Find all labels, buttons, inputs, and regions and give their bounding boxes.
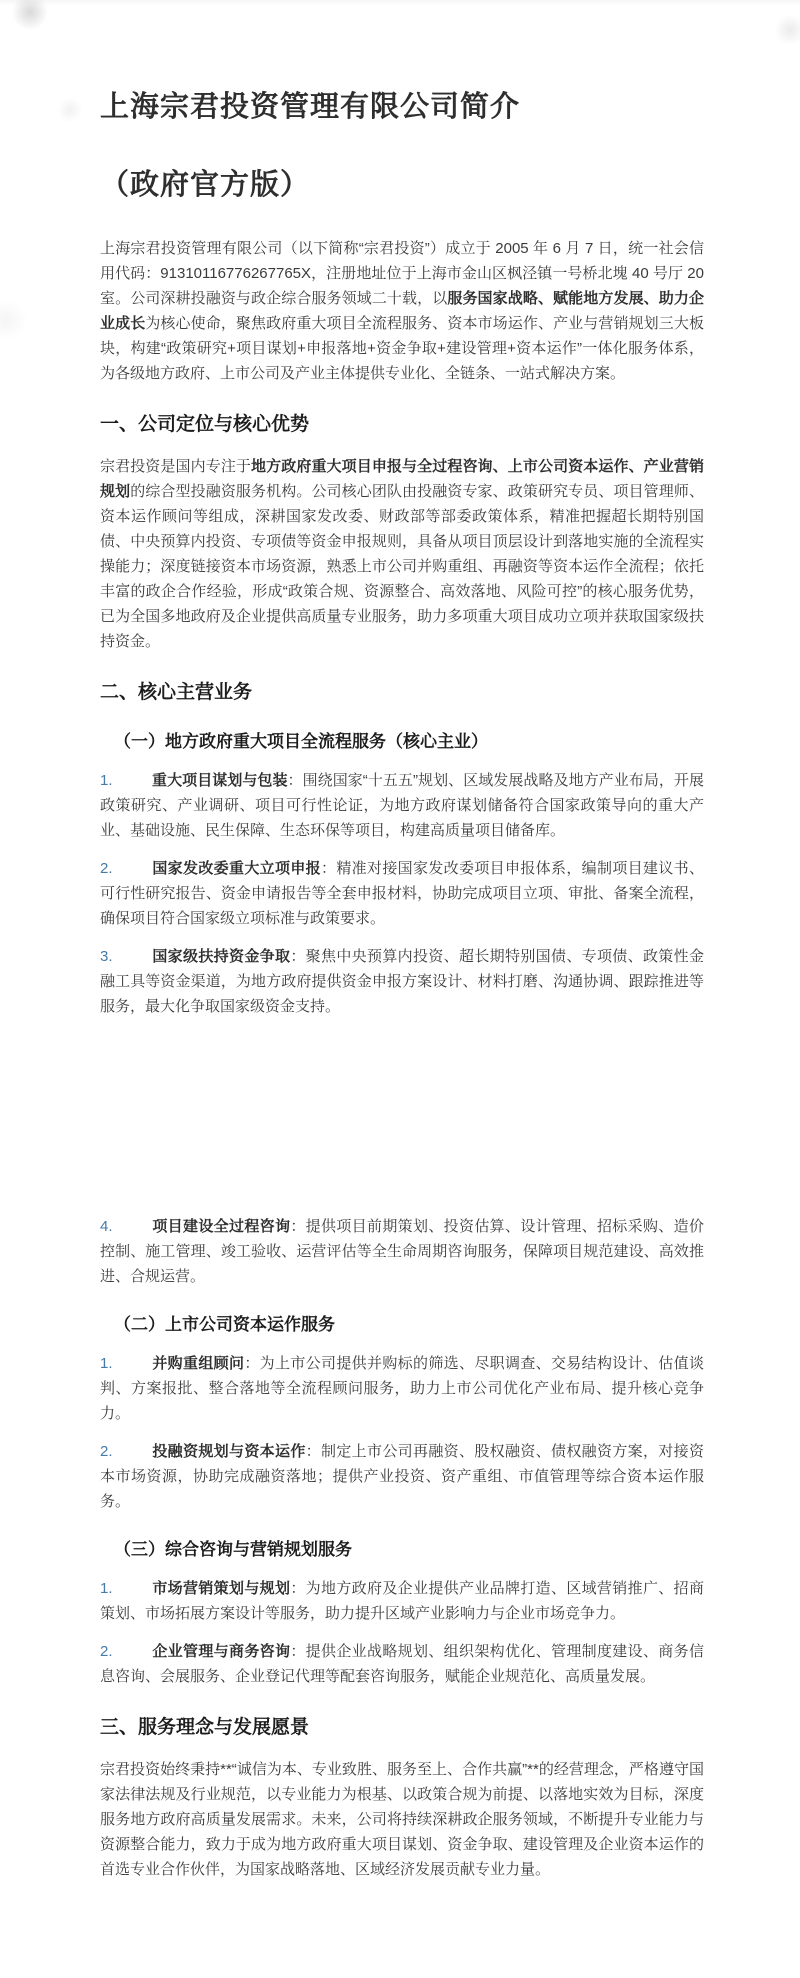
text-run: ：提供项目前期策划、投资估算、设计管理、招标采购、造价控制、施工管理、竣工验收、运营评估等全生命周期咨询服务，保障项目规范建设、高效推进、合规运营。 [100, 1218, 704, 1285]
text-run: （一）地方政府重大项目全流程服务（核心主业） [114, 732, 488, 751]
text-run: 宗君投资始终秉持**“诚信为本、专业致胜、服务至上、合作共赢”**的经营理念，严格遵守国家法律法规及行业规范，以专业能力为根基、以政策合规为前提、以落地实效为目标，深度服务地方政府高质量发展需求。未来，公司将持续深耕政企服务领域，不断提升专业能力与资源整合能力，致力于成为地方政府重大项目谋划、资金争取、建设管理及企业资本运作的首选专业合作伙伴，为国家战略落地、区域经济发展贡献专业力量。 [100, 1761, 704, 1878]
bold-text-run: 投融资规划与资本运作 [152, 1443, 306, 1460]
text-run: 上海宗君投资管理有限公司（以下简称“宗君投资”）成立于 2005 年 6 月 7 日，统一社会信用代码：91310116776267765X，注册地址位于上海市金山区枫泾镇一号桥北塊 40 号厅 20 室。公司深耕投融资与政企综合服务领域二十载，以 [100, 240, 704, 307]
list-item [100, 1576, 704, 1626]
bold-text-run: 项目建设全过程咨询 [152, 1218, 291, 1235]
list-item [100, 1351, 704, 1426]
text-run: ：为上市公司提供并购标的筛选、尽职调查、交易结构设计、估值谈判、方案报批、整合落地等全流程顾问服务，助力上市公司优化产业布局、提升核心竞争力。 [100, 1355, 704, 1422]
list-number: 3. [100, 948, 113, 965]
bold-text-run: 并购重组顾问 [152, 1355, 245, 1372]
text-run: ：围绕国家“十五五”规划、区域发展战略及地方产业布局，开展政策研究、产业调研、项目可行性论证，为地方政府谋划储备符合国家政策导向的重大产业、基础设施、民生保障、生态环保等项目，构建高质量项目储备库。 [100, 772, 704, 839]
list-item [100, 768, 704, 843]
list-item [100, 944, 704, 1019]
section-3-paragraph [100, 1757, 704, 1882]
section-1-paragraph [100, 454, 704, 654]
text-run: 二、核心主营业务 [100, 682, 253, 703]
text-run: （二）上市公司资本运作服务 [114, 1315, 335, 1334]
bold-text-run: 市场营销策划与规划 [152, 1580, 291, 1597]
text-run: （三）综合咨询与营销规划服务 [114, 1540, 352, 1559]
bold-text-run: （政府官方版） [100, 169, 311, 201]
list-item [100, 1639, 704, 1689]
text-run: 宗君投资是国内专注于 [100, 458, 252, 475]
list-number: 2. [100, 1443, 113, 1460]
section-2-heading [100, 680, 704, 706]
section-2-sub-1-heading [100, 730, 704, 754]
section-2-sub-2-heading [100, 1313, 704, 1337]
list-number: 2. [100, 1643, 113, 1660]
text-run: ：提供企业战略规划、组织架构优化、管理制度建设、商务信息咨询、会展服务、企业登记代理等配套咨询服务，赋能企业规范化、高质量发展。 [100, 1643, 704, 1685]
list-number: 4. [100, 1218, 113, 1235]
list-number: 1. [100, 1580, 113, 1597]
text-run: 为核心使命，聚焦政府重大项目全流程服务、资本市场运作、产业与营销规划三大板块，构建“政策研究+项目谋划+申报落地+资金争取+建设管理+资本运作”一体化服务体系，为各级地方政府、上市公司及产业主体提供专业化、全链条、一站式解决方案。 [100, 315, 704, 382]
bold-text-run: 服务国家战略、赋能地方发展、助力企业成长 [100, 290, 704, 332]
text-run: 三、服务理念与发展愿景 [100, 1717, 310, 1738]
text-run: 一、公司定位与核心优势 [100, 414, 310, 435]
bold-text-run: 国家发改委重大立项申报 [152, 860, 321, 877]
text-run: ：为地方政府及企业提供产业品牌打造、区域营销推广、招商策划、市场拓展方案设计等服务，助力提升区域产业影响力与企业市场竞争力。 [100, 1580, 704, 1622]
list-number: 2. [100, 860, 113, 877]
bold-text-run: 地方政府重大项目申报与全过程咨询、上市公司资本运作、产业营销规划 [100, 458, 704, 500]
bold-text-run: 企业管理与商务咨询 [152, 1643, 291, 1660]
page-break-gap [100, 1032, 704, 1214]
list-item [100, 1214, 704, 1289]
doc-title [100, 88, 704, 126]
list-number: 1. [100, 772, 113, 789]
text-run: 的综合型投融资服务机构。公司核心团队由投融资专家、政策研究专员、项目管理师、资本运作顾问等组成，深耕国家发改委、财政部等部委政策体系，精准把握超长期特别国债、中央预算内投资、专项债等资金申报规则，具备从项目顶层设计到落地实施的全流程实操能力；深度链接资本市场资源，熟悉上市公司并购重组、再融资等资本运作全流程；依托丰富的政企合作经验，形成“政策合规、资源整合、高效落地、风险可控”的核心服务优势，已为全国多地政府及企业提供高质量专业服务，助力多项重大项目成功立项并获取国家级扶持资金。 [100, 483, 704, 650]
text-run: ：精准对接国家发改委项目申报体系，编制项目建议书、可行性研究报告、资金申请报告等全套申报材料，协助完成项目立项、审批、备案全流程，确保项目符合国家级立项标准与政策要求。 [100, 860, 704, 927]
text-run: ：制定上市公司再融资、股权融资、债权融资方案，对接资本市场资源，协助完成融资落地；提供产业投资、资产重组、市值管理等综合资本运作服务。 [100, 1443, 704, 1510]
text-run: ：聚焦中央预算内投资、超长期特别国债、专项债、政策性金融工具等资金渠道，为地方政府提供资金申报方案设计、材料打磨、沟通协调、跟踪推进等服务，最大化争取国家级资金支持。 [100, 948, 704, 1015]
list-number: 1. [100, 1355, 113, 1372]
intro-paragraph [100, 236, 704, 386]
section-1-heading [100, 412, 704, 438]
bold-text-run: 上海宗君投资管理有限公司简介 [100, 91, 521, 123]
section-2-sub-3-heading [100, 1538, 704, 1562]
list-item [100, 856, 704, 931]
section-3-heading [100, 1715, 704, 1741]
bold-text-run: 国家级扶持资金争取 [152, 948, 291, 965]
list-item [100, 1439, 704, 1514]
doc-subtitle [100, 166, 704, 204]
bold-text-run: 重大项目谋划与包装 [152, 772, 288, 789]
